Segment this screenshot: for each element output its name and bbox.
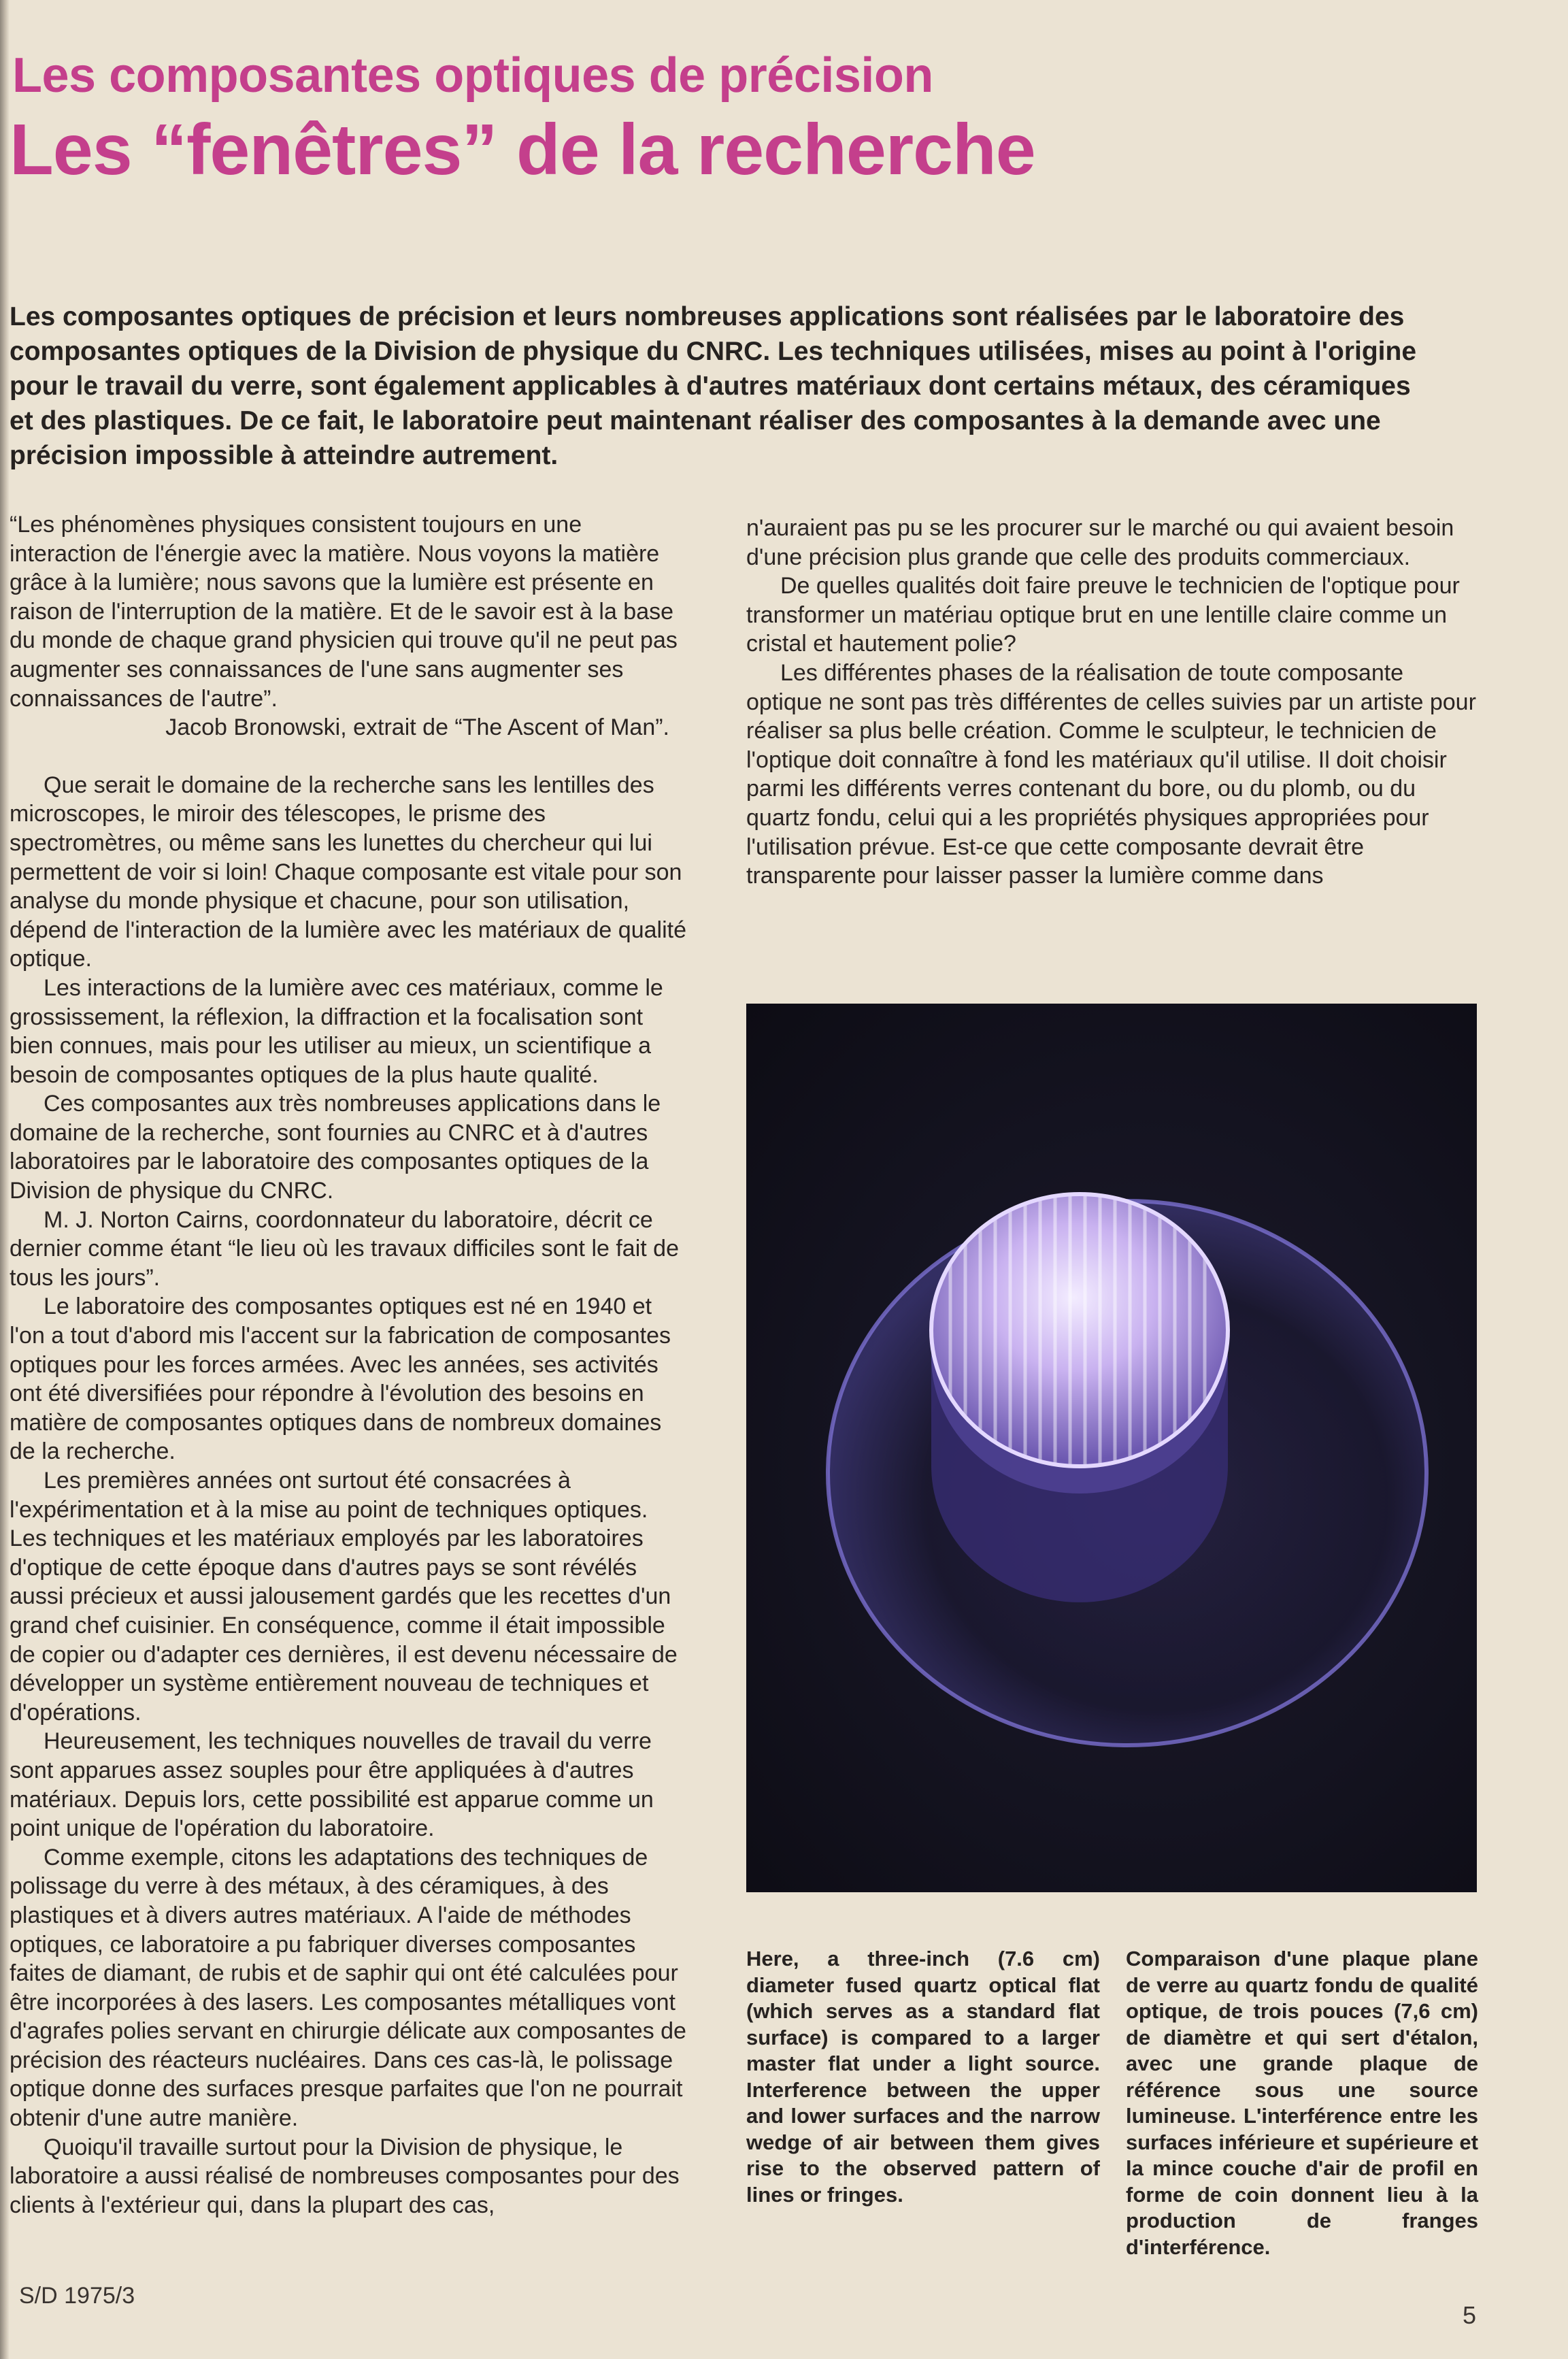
body-paragraph: Le laboratoire des composantes optiques est né en 1940 et l'on a tout d'abord mis l'accent sur la fabrication de composantes optiques pour les forces armées. Avec les années, ses activités ont été diversifiées pour répondre à l'évolution des besoins en matière de composantes optiques dans de nombreux domaines de la recherche. (10, 1293, 671, 1465)
body-paragraph: De quelles qualités doit faire preuve le technicien de l'optique pour transformer un matériau optique brut en une lentille claire comme un cristal et hautement polie? (746, 573, 1460, 657)
epigraph-attribution: Jacob Bronowski, extrait de “The Ascent of Man”. (165, 714, 669, 741)
body-paragraph: Quoiqu'il travaille surtout pour la Division de physique, le laboratoire a aussi réalisé de nombreuses composantes pour des clients à l'extérieur qui, dans la plupart des cas, (10, 2134, 680, 2218)
body-paragraph: Ces composantes aux très nombreuses applications dans le domaine de la recherche, sont fournies au CNRC et à d'autres laboratoires par le laboratoire des composantes optiques de la Division de physique du CNRC. (10, 1091, 661, 1204)
optical-flat-illustration (746, 1004, 1477, 1892)
page-number: 5 (1463, 2301, 1477, 2329)
optical-flat-photo (746, 1004, 1477, 1892)
body-column-left (10, 510, 690, 2220)
photo-caption-english: Here, a three-inch (7.6 cm) diameter fused quartz optical flat (which serves as a standard flat surface) is compared to a larger master flat under a light source. Interference between the upper and lower surfaces and the narrow wedge of air between them gives rise to the observed pattern of lines or fringes. (746, 1947, 1100, 2207)
photo-caption-french: Comparaison d'une plaque plane de verre au quartz fondu de qualité optique, de trois pouces (7,6 cm) de diamètre et qui sert d'étalon, avec une grande plaque de référence sous une source lumineuse. L'interférence entre les surfaces inférieure et supérieure et la mince couche d'air de profil en forme de coin donnent lieu à la production de franges d'interférence. (1126, 1947, 1478, 2259)
body-paragraph: M. J. Norton Cairns, coordonnateur du laboratoire, décrit ce dernier comme étant “le lieu où les travaux difficiles sont le fait de tous les jours”. (10, 1206, 679, 1291)
body-paragraph: Comme exemple, citons les adaptations des techniques de polissage du verre à des métaux, à des céramiques, à des plastiques et à divers autres matériaux. A l'aide de méthodes optiques, ce laboratoire a pu fabriquer diverses composantes faites de diamant, de rubis et de saphir qui ont été calculées pour être incorporées à des lasers. Les composantes métalliques vont d'agrafes polies servant en chirurgie délicate aux composantes de précision des réacteurs nucléaires. Dans ces cas-là, le polissage optique donne des surfaces presque parfaites que l'on ne pourrait obtenir d'une autre manière. (10, 1844, 686, 2132)
body-paragraph: Heureusement, les techniques nouvelles de travail du verre sont apparues assez souples pour être appliquées à d'autres matériaux. Depuis lors, cette possibilité est apparue comme un point unique de l'opération du laboratoire. (10, 1728, 654, 1842)
body-paragraph: Que serait le domaine de la recherche sans les lentilles des microscopes, le miroir des télescopes, le prisme des spectromètres, ou même sans les lunettes du chercheur qui lui permettent de voir si loin! Chaque composante est vitale pour son analyse du monde physique et chacune, pour son utilisation, dépend de l'interaction de la lumière avec les matériaux de qualité optique. (10, 772, 686, 972)
body-column-right (746, 514, 1478, 891)
body-paragraph: Les premières années ont surtout été consacrées à l'expérimentation et à la mise au point de techniques optiques. Les techniques et les matériaux employés par les laboratoires d'optique de cette époque dans d'autres pays se sont révélés aussi précieux et aussi jalousement gardés que les recettes d'un grand chef cuisinier. En conséquence, comme il était impossible de copier ou d'adapter ces dernières, il est devenu nécessaire de développer un système entièrement nouveau de techniques et d'opérations. (10, 1468, 678, 1726)
body-paragraph: Les interactions de la lumière avec ces matériaux, comme le grossissement, la réflexion, la diffraction et la focalisation sont bien connues, mais pour les utiliser au mieux, un scientifique a besoin de composantes optiques de la plus haute qualité. (10, 974, 663, 1088)
article-title: Les “fenêtres” de la recherche (10, 110, 1035, 190)
issue-label: S/D 1975/3 (19, 2283, 135, 2309)
body-paragraph: Les différentes phases de la réalisation de toute composante optique ne sont pas très différentes de celles suivies par un artiste pour réaliser sa plus belle création. Comme le sculpteur, le technicien de l'optique doit connaître à fond les matériaux qu'il utilise. Il doit choisir parmi les différents verres contenant du bore, ou du plomb, ou du quartz fondu, celui qui a les propriétés physiques appropriées pour l'utilisation prévue. Est-ce que cette composante devrait être transparente pour laisser passer la lumière comme dans (746, 659, 1476, 889)
article-lead: Les composantes optiques de précision et leurs nombreuses applications sont réalisées par le laboratoire des composantes optiques de la Division de physique du CNRC. Les techniques utilisées, mises au point à l'origine pour le travail du verre, sont également applicables à d'autres matériaux dont certains métaux, des céramiques et des plastiques. De ce fait, le laboratoire peut maintenant réaliser des composantes à la demande avec une précision impossible à atteindre autrement. (10, 302, 1417, 470)
page-binding-edge (0, 0, 10, 2359)
epigraph-quote: “Les phénomènes physiques consistent toujours en une interaction de l'énergie avec la matière. Nous voyons la matière grâce à la lumière; nous savons que la lumière est présente en raison de l'interruption de la matière. Et de le savoir est à la base du monde de chaque grand physicien qui trouve qu'il ne peut pas augmenter ses connaissances de l'une sans augmenter ses connaissances de l'autre”. (10, 512, 678, 712)
section-spacer (10, 742, 690, 771)
body-paragraph: n'auraient pas pu se les procurer sur le marché ou qui avaient besoin d'une précision plus grande que celle des produits commerciaux. (746, 515, 1454, 570)
article-kicker: Les composantes optiques de précision (12, 48, 933, 103)
